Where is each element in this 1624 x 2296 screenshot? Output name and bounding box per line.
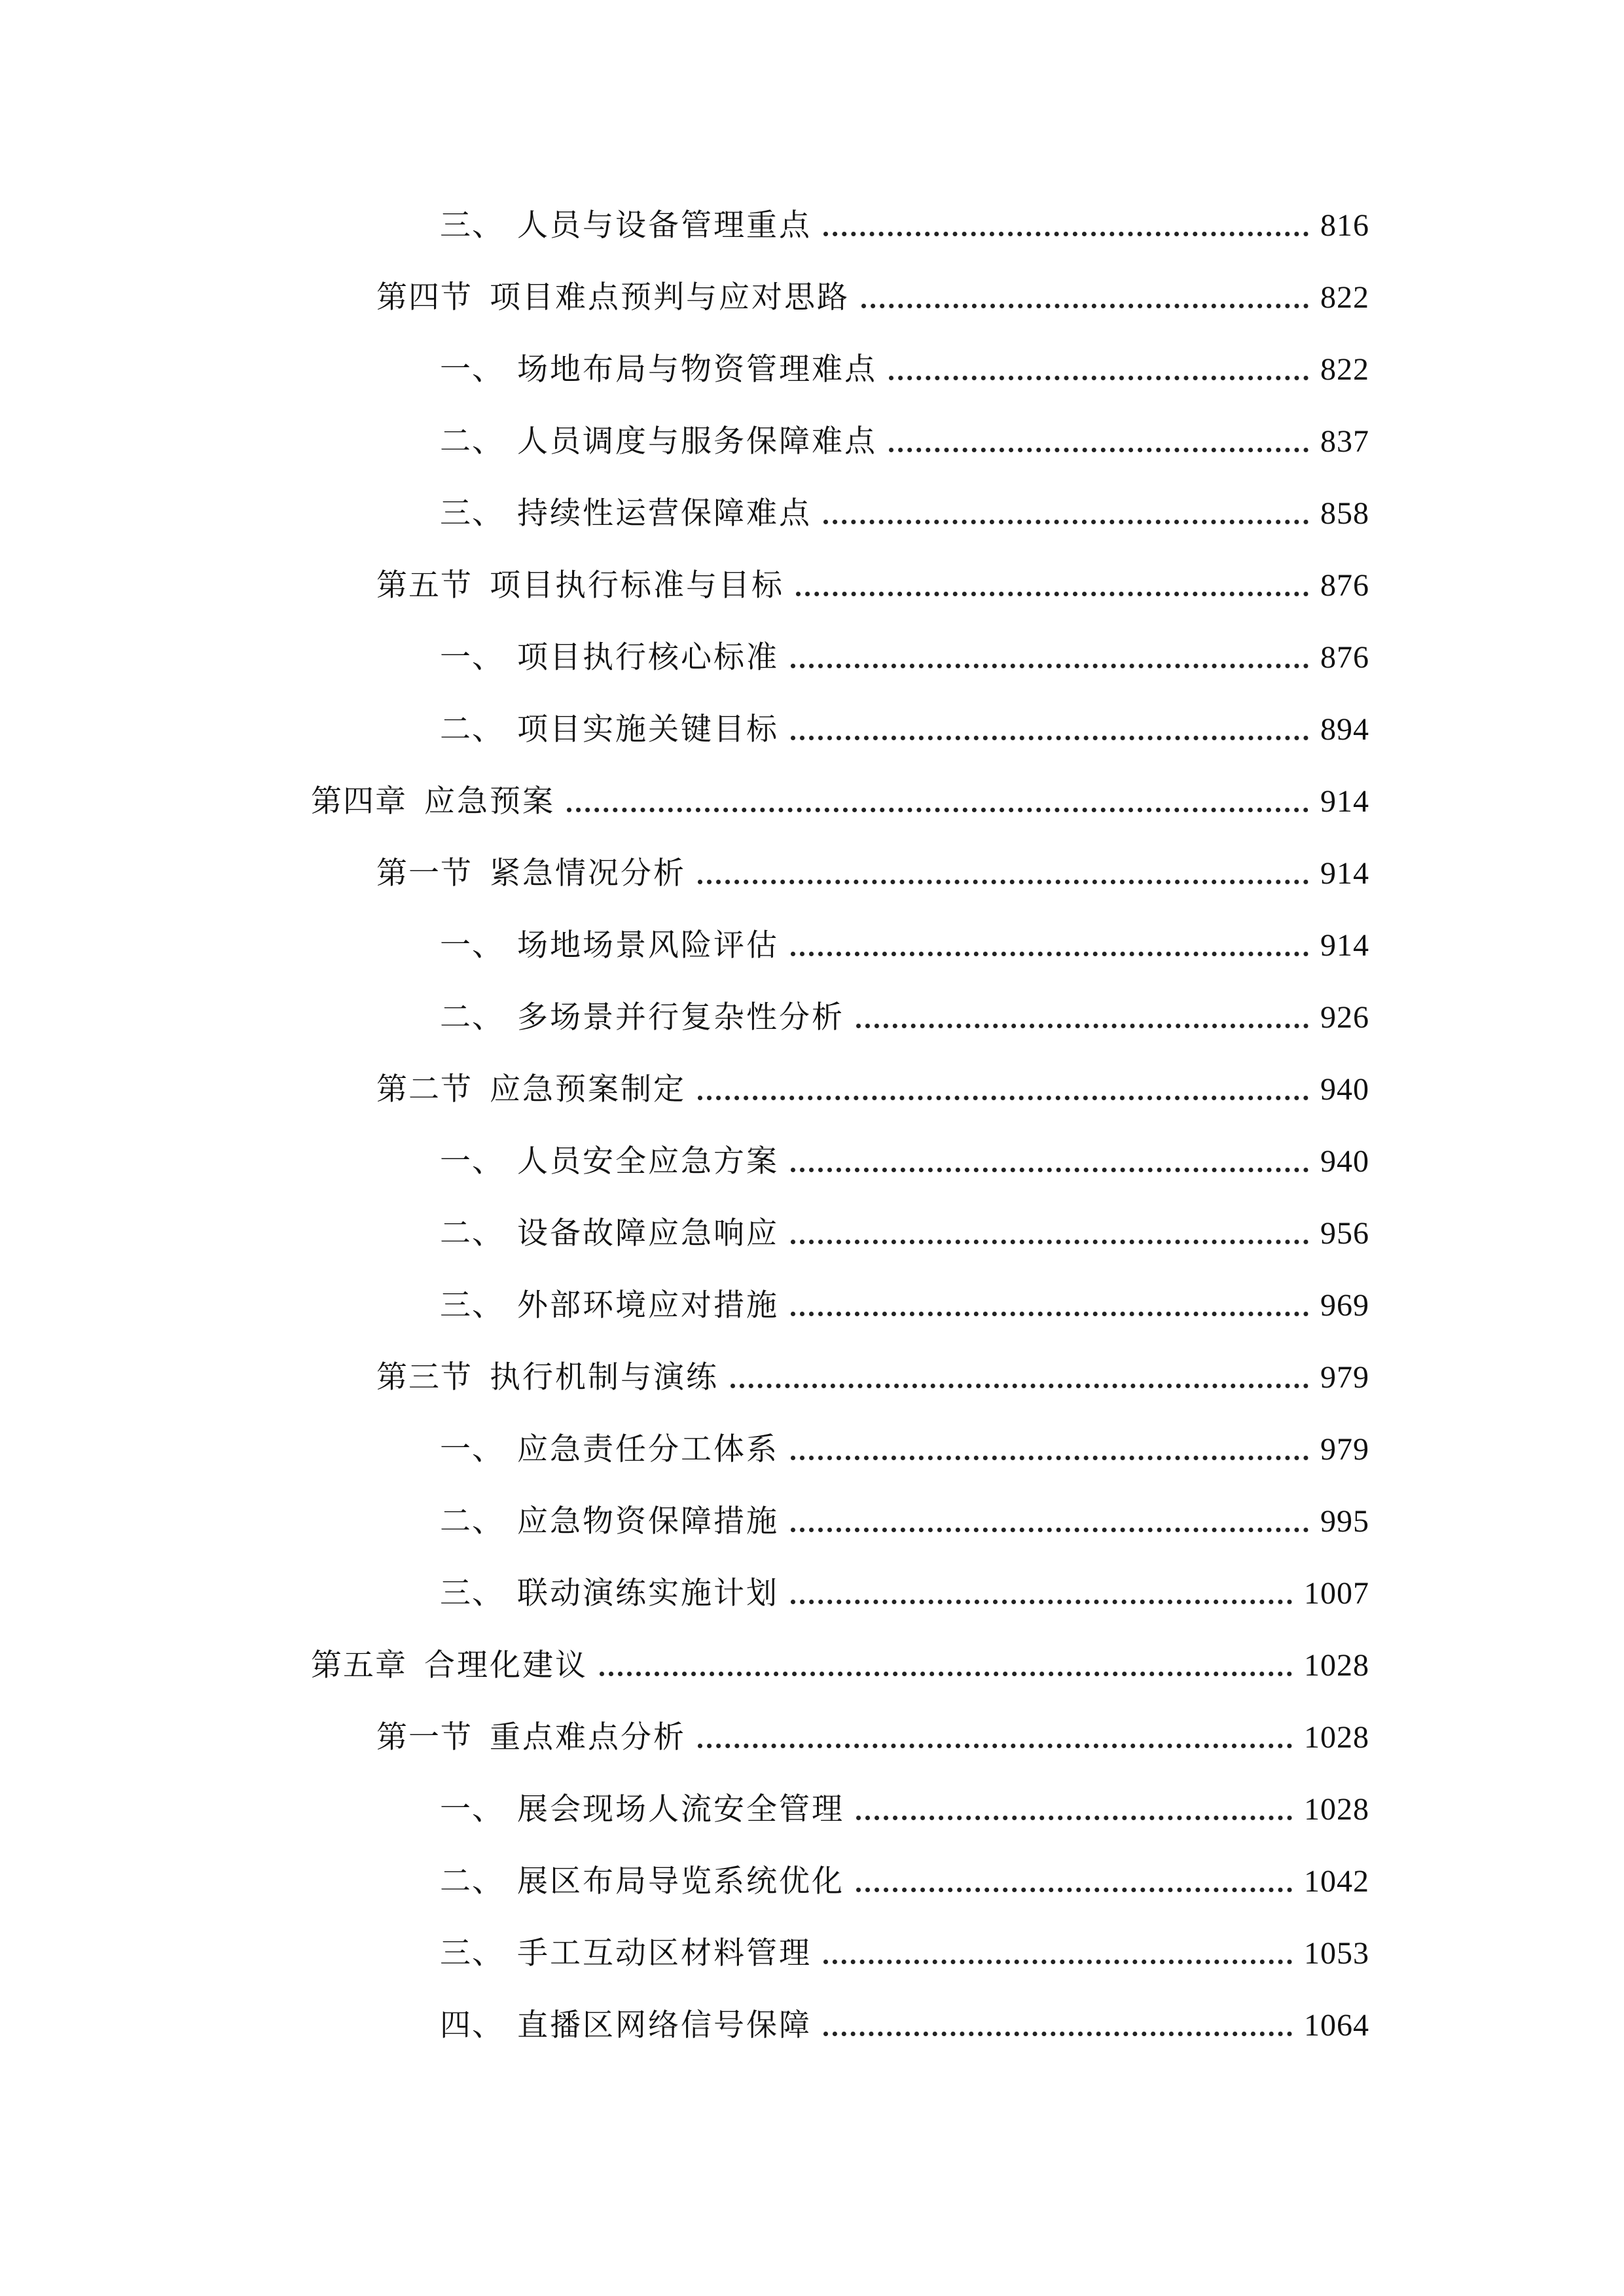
toc-entry[interactable] [440, 985, 1369, 1037]
toc-entry-page: 822 [1320, 280, 1369, 315]
toc-entry-number: 第四节 [376, 279, 473, 315]
toc-entry[interactable] [440, 625, 1369, 677]
toc-entry-page: 1064 [1304, 2008, 1369, 2043]
toc-dot-leader [791, 952, 1308, 956]
toc-dot-leader [698, 1096, 1308, 1100]
toc-dot-leader [823, 1960, 1292, 1964]
toc-dot-leader [856, 1816, 1292, 1820]
toc-entry-title: 联动演练实施计划 [517, 1575, 779, 1611]
toc-dot-leader [889, 448, 1308, 452]
toc-entry-title: 人员与设备管理重点 [517, 207, 812, 243]
toc-entry-page: 995 [1320, 1504, 1369, 1539]
toc-entry-page: 1007 [1304, 1576, 1369, 1611]
toc-entry-title: 展区布局导览系统优化 [517, 1863, 844, 1899]
toc-dot-leader [856, 1024, 1308, 1028]
toc-dot-leader [698, 1744, 1292, 1748]
toc-entry[interactable] [440, 913, 1369, 965]
toc-entry-number: 第一节 [376, 1719, 473, 1755]
toc-entry-page: 1028 [1304, 1648, 1369, 1683]
toc-entry-title: 应急预案制定 [490, 1071, 686, 1107]
toc-entry-title: 外部环境应对措施 [517, 1287, 779, 1323]
toc-entry-page: 969 [1320, 1288, 1369, 1323]
toc-dot-leader [791, 1312, 1308, 1316]
toc-entry-number: 三、 [440, 495, 504, 531]
toc-entry-number: 四、 [440, 2007, 504, 2043]
toc-entry-title: 项目执行核心标准 [517, 639, 779, 675]
toc-entry[interactable] [376, 1057, 1369, 1109]
toc-dot-leader [823, 520, 1308, 524]
toc-entry-number: 第一节 [376, 855, 473, 891]
toc-entry[interactable] [440, 1777, 1369, 1829]
toc-dot-leader [731, 1384, 1308, 1388]
toc-dot-leader [861, 304, 1308, 308]
toc-entry[interactable] [440, 481, 1369, 533]
toc-dot-leader [698, 880, 1308, 884]
toc-entry[interactable] [440, 1921, 1369, 1973]
toc-entry-page: 914 [1320, 856, 1369, 891]
toc-entry-title: 场地布局与物资管理难点 [517, 351, 877, 387]
toc-entry-number: 二、 [440, 1503, 504, 1539]
toc-entry-page: 1028 [1304, 1720, 1369, 1755]
toc-entry[interactable] [440, 1561, 1369, 1613]
toc-entry-title: 应急预案 [424, 783, 555, 819]
toc-entry-title: 直播区网络信号保障 [517, 2007, 812, 2043]
toc-entry-page: 1042 [1304, 1864, 1369, 1899]
toc-entry-page: 858 [1320, 496, 1369, 531]
toc-dot-leader [567, 808, 1308, 812]
toc-entry-page: 940 [1320, 1072, 1369, 1107]
toc-entry-page: 914 [1320, 784, 1369, 819]
toc-entry[interactable] [440, 1129, 1369, 1181]
toc-entry-number: 二、 [440, 711, 504, 747]
toc-entry-number: 二、 [440, 999, 504, 1035]
toc-entry-page: 1053 [1304, 1936, 1369, 1971]
toc-entry-title: 人员安全应急方案 [517, 1143, 779, 1179]
toc-entry-title: 项目执行标准与目标 [490, 567, 784, 603]
toc-entry-number: 一、 [440, 639, 504, 675]
toc-entry[interactable] [311, 769, 1369, 821]
toc-entry[interactable] [376, 265, 1369, 317]
toc-dot-leader [823, 2032, 1292, 2036]
toc-entry[interactable] [311, 1633, 1369, 1685]
toc-entry-title: 人员调度与服务保障难点 [517, 423, 877, 459]
toc-entry-title: 多场景并行复杂性分析 [517, 999, 844, 1035]
toc-entry-page: 876 [1320, 568, 1369, 603]
toc-entry[interactable] [440, 1993, 1369, 2045]
toc-entry[interactable] [376, 553, 1369, 605]
toc-entry-number: 第五章 [311, 1647, 407, 1683]
toc-entry-title: 场地场景风险评估 [517, 927, 779, 963]
toc-entry[interactable] [440, 193, 1369, 245]
toc-dot-leader [796, 592, 1308, 596]
toc-entry-number: 一、 [440, 1431, 504, 1467]
toc-entry-number: 二、 [440, 1863, 504, 1899]
toc-dot-leader [791, 1600, 1292, 1604]
toc-entry-title: 设备故障应急响应 [517, 1215, 779, 1251]
toc-entry-page: 876 [1320, 640, 1369, 675]
toc-entry[interactable] [440, 337, 1369, 389]
toc-entry-title: 项目实施关键目标 [517, 711, 779, 747]
toc-entry-title: 紧急情况分析 [490, 855, 686, 891]
toc-entry-title: 应急物资保障措施 [517, 1503, 779, 1539]
toc-entry-page: 894 [1320, 712, 1369, 747]
toc-entry-page: 914 [1320, 928, 1369, 963]
toc-entry-number: 一、 [440, 927, 504, 963]
toc-entry[interactable] [376, 1345, 1369, 1397]
toc-entry[interactable] [440, 1489, 1369, 1541]
toc-entry-number: 一、 [440, 1791, 504, 1827]
toc-entry[interactable] [440, 1201, 1369, 1253]
toc-entry-page: 956 [1320, 1216, 1369, 1251]
toc-entry-number: 三、 [440, 1935, 504, 1971]
toc-entry-page: 816 [1320, 208, 1369, 243]
toc-entry[interactable] [440, 1849, 1369, 1901]
toc-entry-number: 三、 [440, 1575, 504, 1611]
toc-entry-number: 第五节 [376, 567, 473, 603]
toc-entry[interactable] [376, 841, 1369, 893]
toc-entry-title: 展会现场人流安全管理 [517, 1791, 844, 1827]
toc-entry-title: 应急责任分工体系 [517, 1431, 779, 1467]
toc-dot-leader [791, 1240, 1308, 1244]
toc-entry-number: 一、 [440, 1143, 504, 1179]
toc-entry-number: 第三节 [376, 1359, 473, 1395]
toc-entry-title: 合理化建议 [424, 1647, 588, 1683]
toc-dot-leader [791, 1528, 1308, 1532]
toc-entry-title: 重点难点分析 [490, 1719, 686, 1755]
toc-dot-leader [889, 376, 1308, 380]
toc-entry[interactable] [376, 1705, 1369, 1757]
toc-dot-leader [856, 1888, 1292, 1892]
toc-entry-number: 一、 [440, 351, 504, 387]
toc-entry-number: 二、 [440, 423, 504, 459]
toc-entry-page: 940 [1320, 1144, 1369, 1179]
toc-entry-page: 979 [1320, 1432, 1369, 1467]
toc-dot-leader [791, 1168, 1308, 1172]
toc-entry-title: 项目难点预判与应对思路 [490, 279, 850, 315]
toc-entry[interactable] [440, 409, 1369, 461]
toc-dot-leader [600, 1672, 1292, 1676]
toc-entry-number: 三、 [440, 1287, 504, 1323]
toc-entry-title: 执行机制与演练 [490, 1359, 719, 1395]
toc-entry[interactable] [440, 697, 1369, 749]
toc-entry-number: 三、 [440, 207, 504, 243]
toc-entry-number: 第四章 [311, 783, 407, 819]
toc-entry-page: 822 [1320, 352, 1369, 387]
toc-dot-leader [823, 232, 1308, 236]
toc-entry-page: 926 [1320, 1000, 1369, 1035]
toc-dot-leader [791, 736, 1308, 740]
toc-entry-page: 837 [1320, 424, 1369, 459]
toc-entry-page: 1028 [1304, 1792, 1369, 1827]
toc-entry-title: 持续性运营保障难点 [517, 495, 812, 531]
toc-entry-number: 第二节 [376, 1071, 473, 1107]
toc-dot-leader [791, 1456, 1308, 1460]
toc-dot-leader [791, 664, 1308, 668]
toc-entry-number: 二、 [440, 1215, 504, 1251]
toc-entry-page: 979 [1320, 1360, 1369, 1395]
toc-entry[interactable] [440, 1273, 1369, 1325]
toc-entry-title: 手工互动区材料管理 [517, 1935, 812, 1971]
toc-entry[interactable] [440, 1417, 1369, 1469]
